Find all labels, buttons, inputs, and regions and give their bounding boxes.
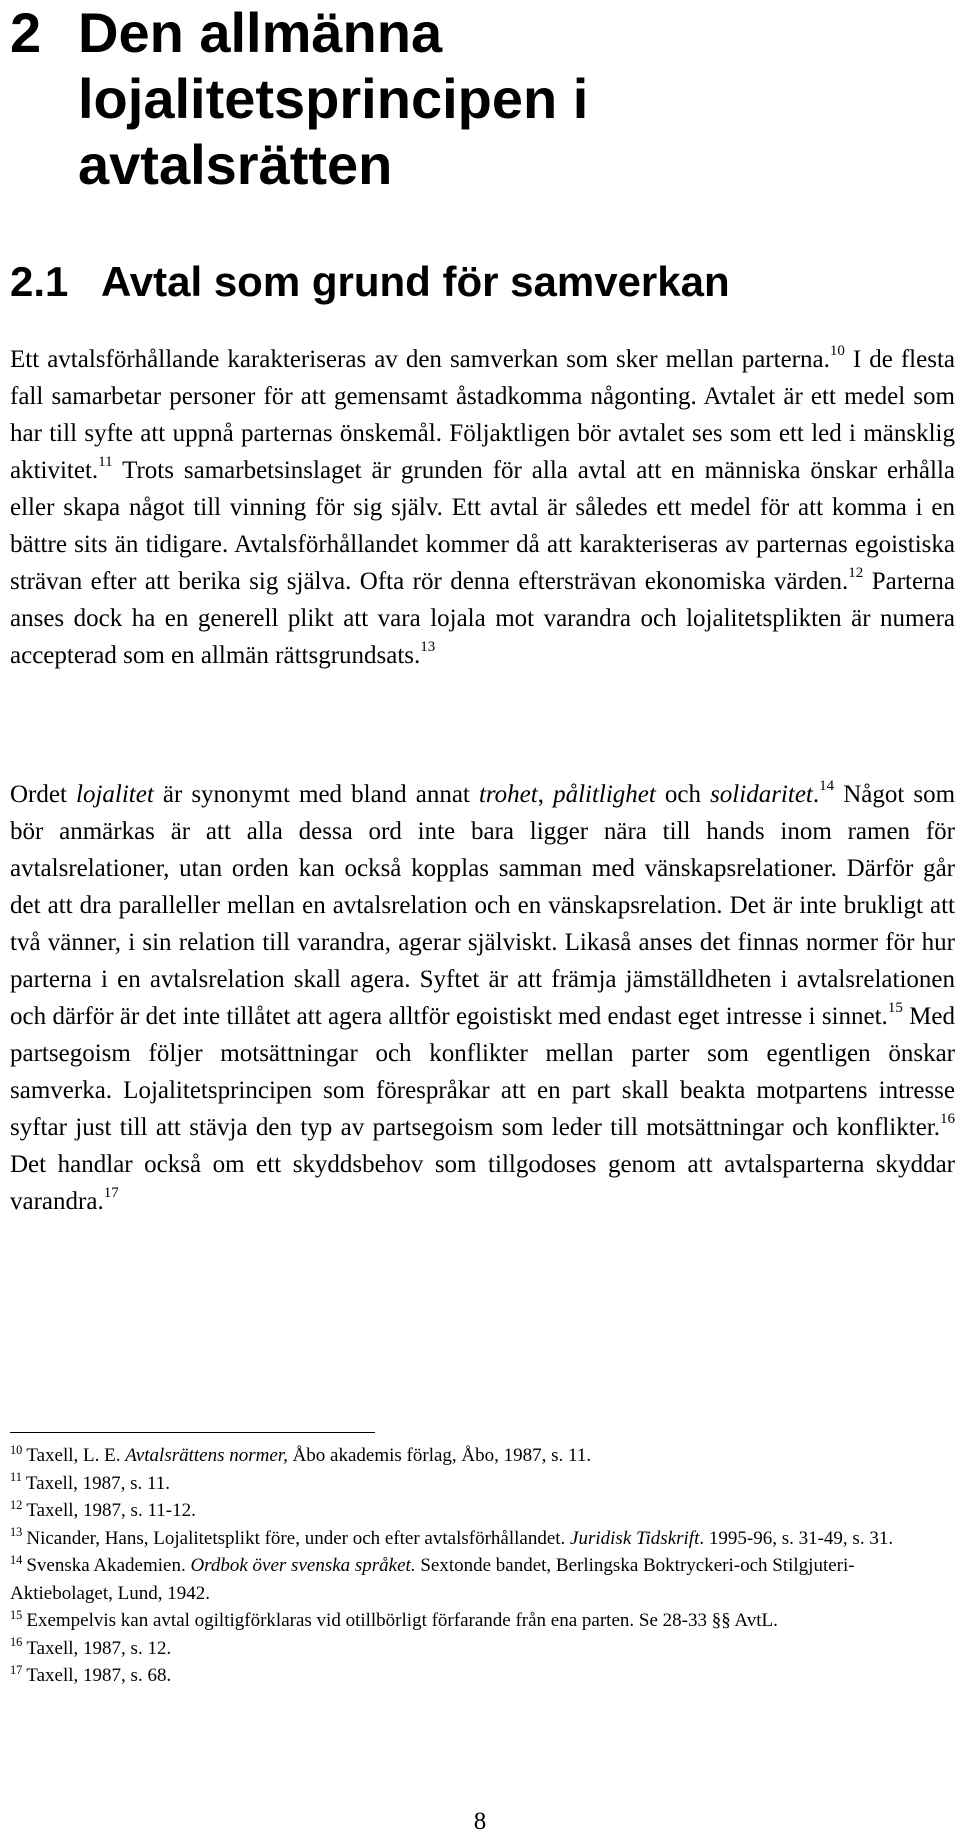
body-paragraph-1	[10, 341, 955, 674]
footnote-ref-14: 14	[819, 778, 835, 794]
paragraph-text: ,	[537, 781, 554, 808]
footnote-number: 13	[10, 1525, 23, 1540]
footnote-number: 15	[10, 1607, 23, 1622]
footnote-italic: Avtalsrättens normer,	[125, 1445, 288, 1466]
footnote-ref-17: 17	[103, 1185, 119, 1201]
footnote-text: Svenska Akademien.	[26, 1555, 191, 1576]
footnote-ref-11: 11	[98, 454, 113, 470]
paragraph-text: Ett avtalsförhållande karakteriseras av den samverkan som sker mellan parterna.	[10, 346, 830, 373]
footnote-ref-13: 13	[420, 639, 436, 655]
italic-term: solidaritet	[710, 781, 813, 808]
footnote-divider	[10, 1432, 375, 1433]
footnote-number: 12	[10, 1497, 23, 1512]
paragraph-text: är synonymt med bland annat	[153, 781, 479, 808]
footnote-12	[10, 1497, 945, 1525]
footnote-ref-16: 16	[940, 1111, 955, 1127]
paragraph-text: I de flesta fall samarbetar personer för att gemensamt åstadkomma någonting. Avtalet är ett medel som har till syfte att uppnå parternas önskemål. Följaktligen bör avtalet ses som ett led i mänsklig aktivitet.	[10, 346, 955, 484]
footnote-number: 11	[10, 1470, 22, 1485]
paragraph-text: Något som bör anmärkas är att alla dessa ord inte bara ligger nära till hands inom ramen för avtalsrelationer, utan orden kan också kopplas samman med vänskapsrelationer. Därför går det att dra paralleller mellan en avtalsrelation och en vänskapsrelation. Det är inte brukligt att två vänner, i sin relation till varandra, agerar själviskt. Likaså anses det finnas normer för hur parterna i en avtalsrelation skall agera. Syftet är att främja jämställdheten i avtalsrelationen och därför är det inte tillåtet att agera alltför egoistiskt med endast eget intresse i sinnet.	[10, 781, 956, 1030]
footnote-number: 17	[10, 1662, 23, 1677]
italic-term: pålitlighet	[553, 781, 656, 808]
footnote-ref-10: 10	[829, 343, 845, 359]
footnote-14	[10, 1552, 945, 1607]
footnote-number: 14	[10, 1552, 23, 1567]
paragraph-text: Det handlar också om ett skyddsbehov som tillgodoses genom att avtalsparterna skyddar varandra.	[10, 1151, 955, 1215]
footnote-10	[10, 1442, 945, 1470]
italic-term: trohet	[478, 781, 538, 808]
chapter-number: 2	[10, 1, 42, 64]
paragraph-text: Trots samarbetsinslaget är grunden för alla avtal att en människa önskar erhålla eller skapa något till vinning för sig själv. Ett avtal är således ett medel för att komma i en bättre sits än tidigare. Avtalsförhållandet kommer då att karakteriseras av parternas egoistiska strävan efter att berika sig själva. Ofta rör denna eftersträvan ekonomiska värden.	[10, 457, 955, 595]
footnote-text: Taxell, 1987, s. 12.	[26, 1637, 172, 1659]
footnotes	[10, 1442, 945, 1690]
footnote-11	[10, 1470, 945, 1498]
page-number: 8	[473, 1808, 487, 1835]
paragraph-text: Med partsegoism följer motsättningar och konflikter mellan parter som egentligen önskar samverka. Lojalitetsprincipen som förespråkar att en part skall beakta motpartens intresse syftar just till att stävja den typ av partsegoism som leder till motsättningar och konflikter.	[10, 1003, 956, 1141]
footnote-text: . 1995-96, s. 31-49, s. 31.	[699, 1527, 894, 1549]
footnote-text: Taxell, 1987, s. 68.	[26, 1665, 172, 1686]
footnote-17	[10, 1662, 945, 1690]
footnote-number: 16	[10, 1635, 23, 1650]
footnote-ref-15: 15	[887, 1000, 903, 1016]
footnote-text: Taxell, L. E.	[26, 1445, 126, 1466]
paragraph-text: Ordet	[10, 781, 76, 808]
footnote-text: Exempelvis kan avtal ogiltigförklaras vid otillbörligt förfarande från ena parten. Se 28-33 §§ AvtL.	[26, 1610, 778, 1631]
footnote-text: Sextonde bandet, Berlingska Boktryckeri-och Stilgjuteri-Aktiebolaget, Lund, 1942.	[10, 1555, 855, 1604]
paragraph-text: .	[812, 781, 820, 808]
footnote-13	[10, 1525, 945, 1553]
footnote-italic: Juridisk Tidskrift	[570, 1527, 700, 1549]
footnote-16	[10, 1635, 945, 1663]
paragraph-text: och	[655, 781, 711, 808]
footnote-number: 10	[10, 1442, 23, 1457]
section-number: 2.1	[10, 258, 69, 305]
footnote-text: Taxell, 1987, s. 11.	[25, 1472, 171, 1494]
section-title: Avtal som grund för samverkan	[101, 258, 730, 305]
footnote-15	[10, 1607, 945, 1635]
footnote-italic: Ordbok över svenska språket.	[190, 1555, 416, 1576]
footnote-ref-12: 12	[848, 565, 864, 581]
footnote-text: Åbo akademis förlag, Åbo, 1987, s. 11.	[287, 1445, 592, 1466]
footnote-text: Nicander, Hans, Lojalitetsplikt före, under och efter avtalsförhållandet.	[26, 1527, 571, 1549]
paragraph-text: Parterna anses dock ha en generell plikt att vara lojala mot varandra och lojalitetsplikten är numera accepterad som en allmän rättsgrundsats.	[10, 568, 955, 669]
body-paragraph-2	[10, 776, 955, 1220]
chapter-title: Den allmänna lojalitetsprincipen i avtalsrätten	[78, 1, 589, 196]
italic-term: lojalitet	[76, 781, 154, 808]
footnote-text: Taxell, 1987, s. 11-12.	[26, 1500, 196, 1521]
